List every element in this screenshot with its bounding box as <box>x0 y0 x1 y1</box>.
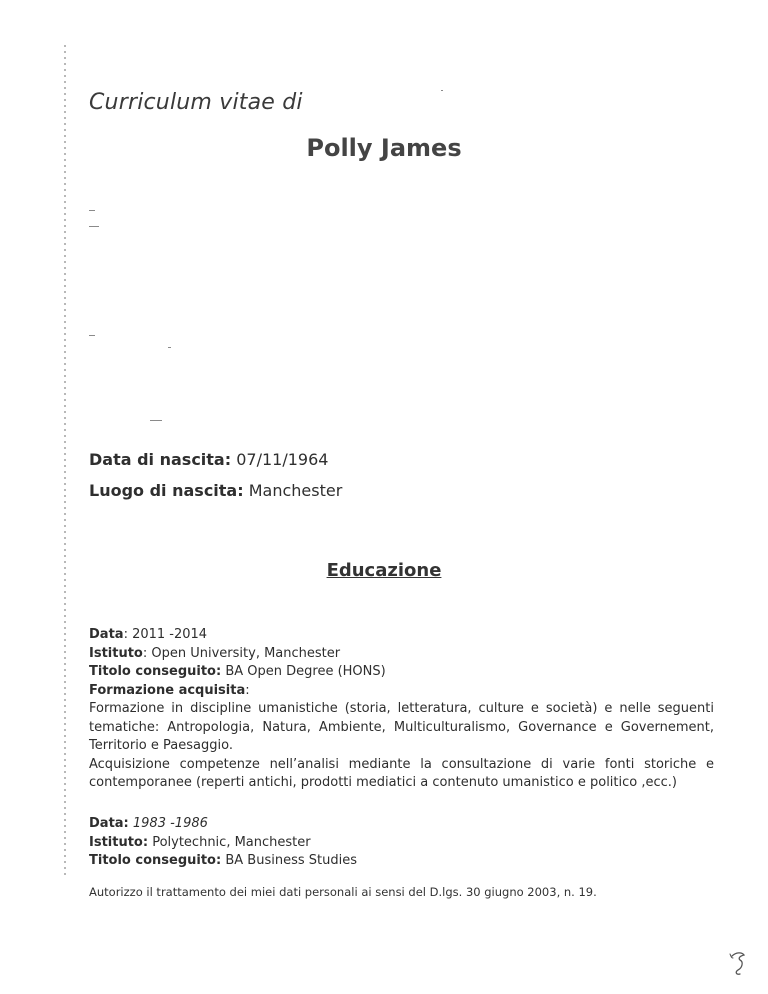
scan-speck <box>150 420 162 421</box>
education-date-label: Data <box>89 627 124 642</box>
education-degree: BA Business Studies <box>225 853 357 868</box>
birth-date-value: 07/11/1964 <box>236 450 329 469</box>
education-institute-label: Istituto <box>89 645 143 661</box>
cv-intro-heading: Curriculum vitae di <box>89 90 303 115</box>
education-degree: BA Open Degree (HONS) <box>225 664 386 679</box>
education-training-label: Formazione acquisita <box>89 682 246 698</box>
education-degree-label: Titolo conseguito: <box>89 853 222 868</box>
scan-speck <box>441 90 443 91</box>
scan-speck <box>89 226 99 227</box>
education-section-title: Educazione <box>326 560 442 581</box>
scan-speck <box>168 347 171 348</box>
education-institute: Open University, Manchester <box>151 645 341 661</box>
scan-speck <box>89 335 95 336</box>
education-degree-row <box>89 852 714 871</box>
scan-speck <box>89 210 95 211</box>
education-institute: Polytechnic, Manchester <box>152 834 311 850</box>
education-institute-label: Istituto: <box>89 834 149 850</box>
education-degree-row <box>89 663 714 682</box>
education-date: 2011 -2014 <box>132 627 208 642</box>
education-date: 1983 -1986 <box>132 816 208 831</box>
handwritten-initials-mark <box>728 950 750 976</box>
cv-person-name: Polly James <box>306 134 462 162</box>
education-date-row <box>89 815 714 834</box>
education-date-label: Data: <box>89 816 129 831</box>
education-training-row: Formazione acquisita: <box>89 682 250 698</box>
education-entry <box>89 815 714 871</box>
education-training-text: Formazione in discipline umanistiche (storia, letteratura, culture e società) e nelle seguenti tematiche: Antropologia, Natura, Ambiente, Multiculturalismo, Governance e Governement, Territorio e Paesaggio. <box>89 701 714 753</box>
birth-place-line <box>89 481 342 500</box>
education-date-row: Data: 2011 -2014 <box>89 627 208 642</box>
binder-hole-strip <box>64 45 66 875</box>
education-institute-row <box>89 834 714 853</box>
education-entry <box>89 626 714 793</box>
education-skills-text: Acquisizione competenze nell’analisi mediante la consultazione di varie fonti storiche e contemporanee (reperti antichi, prodotti mediatici a contenuto umanistico e politico ,ecc.) <box>89 756 714 790</box>
birth-date-line <box>89 450 328 469</box>
birth-place-value: Manchester <box>248 481 343 500</box>
birth-place-label: Luogo di nascita: <box>89 481 244 500</box>
birth-date-label: Data di nascita: <box>89 450 232 469</box>
privacy-consent-note: Autorizzo il trattamento dei miei dati personali ai sensi del D.lgs. 30 giugno 2003, n. 19. <box>89 885 597 899</box>
education-degree-label: Titolo conseguito: <box>89 664 222 679</box>
education-institute-row: Istituto: Open University, Manchester <box>89 645 341 661</box>
